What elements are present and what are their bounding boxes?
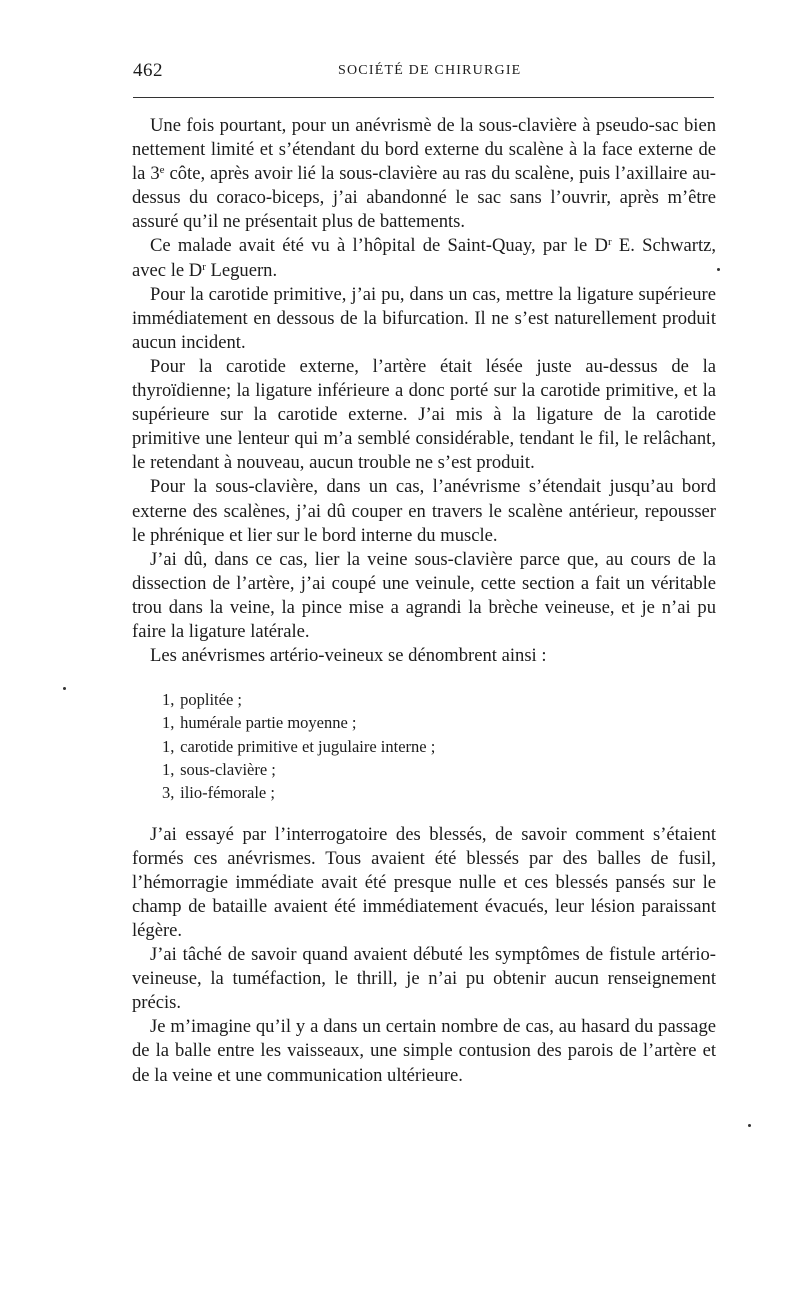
paragraph-symptoms: J’ai tâché de savoir quand avaient débuté les symptômes de fistule artério-veineuse, la tuméfaction, le thrill, je n’ai pu obtenir aucun renseignement précis. [132,944,716,1014]
paragraph-subclavian-vein: J’ai dû, dans ce cas, lier la veine sous-clavière parce que, au cours de la dissection de l’artère, j’ai coupé une veinule, cette section a fait un véritable trou dans la veine, la pince mise a agrandi la brèche veineuse, et je n’ai pu faire la ligature latérale. [132,548,716,642]
print-speck [748,1124,751,1127]
list-item: 1, carotide primitive et jugulaire interne ; [162,736,436,756]
print-speck [63,687,66,690]
paragraph-patient-seen: Ce malade avait été vu à l’hôpital de Saint-Quay, par le $D^r$ E. Schwartz, avec le $D^r$ Leguern. [132,235,717,281]
paragraph-aneurysm-subclavian: Une fois pourtant, pour un anévrismè de la sous-clavière à pseudo-sac bien nettement limité et s’étendant du bord externe du scalène à la face externe de la 3e côte, après avoir lié la sous-clavière au ras du scalène, puis l’axillaire au-dessus du coraco-biceps, j’ai abandonné le sac sans l’ouvrir, après m’être assuré qu’il ne présentait plus de battements. [132,115,716,233]
paragraph-list-intro: Les anévrismes artério-veineux se dénombrent ainsi : [150,645,547,667]
paragraph-carotid-primitive: Pour la carotide primitive, j’ai pu, dans un cas, mettre la ligature supérieure immédiatement en dessous de la bifurcation. Il ne s’est naturellement produit aucun incident. [132,283,716,353]
paragraph-carotid-external: Pour la carotide externe, l’artère était lésée juste au-dessus de la thyroïdienne; la ligature inférieure a donc porté sur la carotide primitive, et la supérieure sur la carotide externe. J’ai mis à la ligature de la carotide primitive une lenteur qui m’a semblé considérable, tendant le fil, le relâchant, le retendant à nouveau, aucun trouble ne s’est produit. [132,355,716,474]
list-item: 3, ilio-fémorale ; [162,783,275,803]
header-rule [133,97,714,98]
body-text [132,114,716,1088]
paragraph-interrogation: J’ai essayé par l’interrogatoire des blessés, de savoir comment s’étaient formés ces anévrismes. Tous avaient été blessés par des balles de fusil, l’hémorragie immédiate avait été presque nulle et ces blessés pansés sur le champ de bataille avaient été immédiatement évacués, leur lésion paraissant légère. [132,823,716,942]
list-item: 1, poplitée ; [162,690,242,710]
list-item: 1, sous-clavière ; [162,760,276,780]
aneurysm-list [132,688,716,804]
list-item: 1, humérale partie moyenne ; [162,713,357,733]
page-header [133,58,713,88]
running-title: SOCIÉTÉ DE CHIRURGIE [338,63,522,78]
paragraph-hypothesis: Je m’imagine qu’il y a dans un certain nombre de cas, au hasard du passage de la balle entre les vaisseaux, une simple contusion des parois de l’artère et de la veine et une communication ultérieure. [132,1016,716,1086]
print-speck [717,268,720,271]
page-number: 462 [133,60,163,81]
paragraph-subclavian-case: Pour la sous-clavière, dans un cas, l’anévrisme s’étendait jusqu’au bord externe des scalènes, j’ai dû couper en travers le scalène antérieur, repousser le phrénique et lier sur le bord interne du muscle. [132,476,716,546]
